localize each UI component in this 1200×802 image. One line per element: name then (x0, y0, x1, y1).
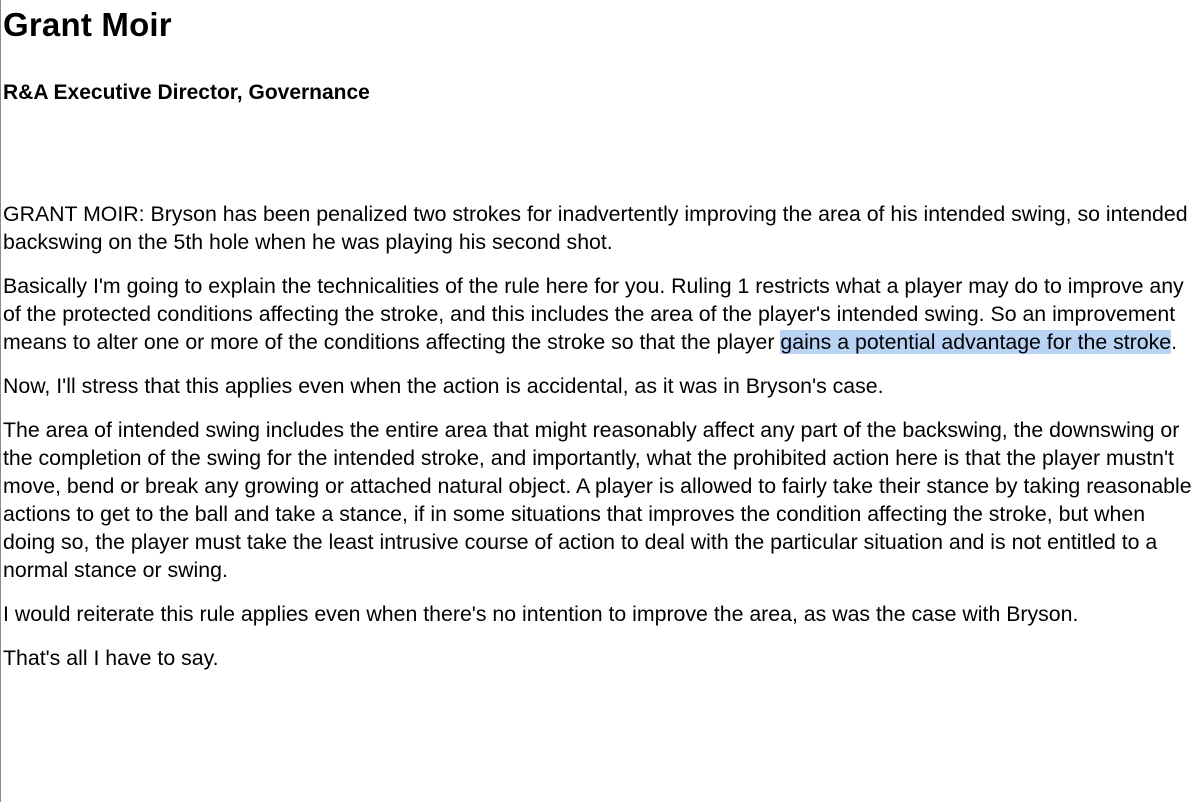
paragraph-1: GRANT MOIR: Bryson has been penalized two strokes for inadvertently improving the area of his intended swing, so intended backswing on the 5th hole when he was playing his second shot. (3, 202, 1188, 254)
paragraph-2-text-before: Basically I'm going to explain the technicalities of the rule here for you. Ruling 1 restricts what a player may do to improve any of the protected conditions affecting the stroke, and this includes the area of the player's intended swing. So an improvement means to alter one or more of the conditions affecting the stroke so that the player (3, 274, 1184, 354)
paragraph-4: The area of intended swing includes the entire area that might reasonably affect any part of the backswing, the downswing or the completion of the swing for the intended stroke, and importantly, what the prohibited action here is that the player mustn't move, bend or break any growing or attached natural object. A player is allowed to fairly take their stance by taking reasonable actions to get to the ball and take a stance, if in some situations that improves the condition affecting the stroke, but when doing so, the player must take the least intrusive course of action to deal with the particular situation and is not entitled to a normal stance or swing. (3, 418, 1192, 582)
paragraph-6: That's all I have to say. (3, 646, 219, 670)
paragraph-5: I would reiterate this rule applies even when there's no intention to improve the area, as was the case with Bryson. (3, 602, 1079, 626)
paragraph-2 (3, 272, 1197, 356)
speaker-name: Grant Moir (3, 6, 172, 43)
transcript-page (3, 0, 1197, 688)
selected-text-highlight[interactable]: gains a potential advantage for the stroke (780, 330, 1172, 354)
transcript-body (3, 200, 1197, 672)
speaker-title: R&A Executive Director, Governance (3, 81, 370, 104)
paragraph-3: Now, I'll stress that this applies even when the action is accidental, as it was in Bryson's case. (3, 374, 884, 398)
left-border-line (0, 0, 1, 802)
paragraph-2-text-after: . (1171, 330, 1178, 354)
